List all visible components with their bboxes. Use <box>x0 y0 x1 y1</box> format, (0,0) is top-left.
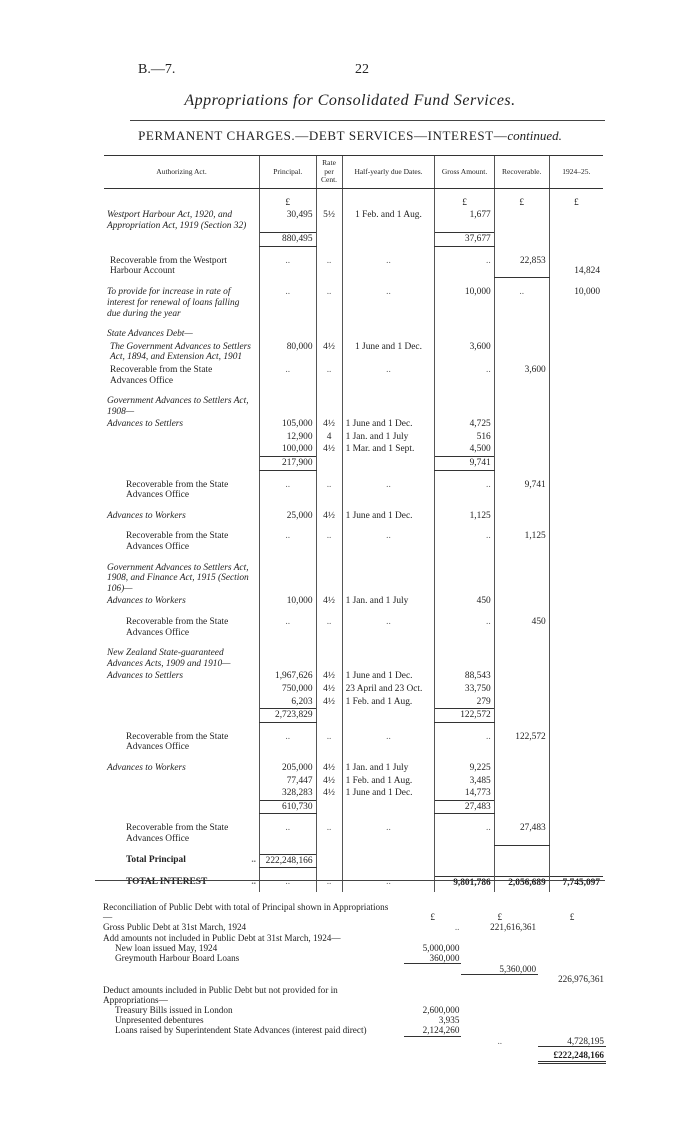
recoverable-label: Recoverable from the State Advances Office <box>110 364 213 386</box>
total-principal-value: 222,248,166 <box>260 854 317 868</box>
principal-cell: 105,000 <box>260 418 317 431</box>
table-row <box>104 364 603 387</box>
total-year: 7,745,097 <box>549 876 603 892</box>
recoverable-cell: 450 <box>494 616 549 639</box>
principal-cell: 205,000 <box>260 762 317 775</box>
rate-cell: 4 <box>316 431 342 444</box>
dates-cell: 1 Feb. and 1 Aug. <box>342 775 435 788</box>
table-row <box>104 443 603 456</box>
col-due-dates: Half-yearly due Dates. <box>342 156 435 189</box>
greymouth-label: Greymouth Harbour Board Loans <box>115 953 240 964</box>
principal-cell: 750,000 <box>260 683 317 696</box>
treasury-value: 2,600,000 <box>422 1005 460 1016</box>
dates-cell: 1 June and 1 Dec. <box>342 670 435 683</box>
table-row <box>104 431 603 444</box>
recoverable-cell: 3,600 <box>494 364 549 387</box>
rate-cell: 4½ <box>316 787 342 800</box>
principal-cell: 25,000 <box>260 510 317 523</box>
act-label: To provide for increase in rate of interest for renewal of loans falling due during the year <box>107 287 240 319</box>
subtotal-row <box>104 457 603 471</box>
table-row <box>101 974 606 984</box>
table-row <box>104 395 603 418</box>
loans-label: Loans raised by Superintendent State Advances (interest paid direct) <box>115 1025 367 1036</box>
table-row <box>101 1005 606 1015</box>
interest-table <box>104 155 603 892</box>
gross-cell: 9,225 <box>435 762 494 775</box>
sub-heading: Advances to Settlers <box>107 671 184 682</box>
dates-cell: 1 Feb. and 1 Aug. <box>342 209 435 232</box>
principal-cell: 77,447 <box>260 775 317 788</box>
gross-total: 9,741 <box>435 457 494 471</box>
table-row <box>104 787 603 800</box>
gross-debt-value: 221,616,361 <box>490 922 537 933</box>
sub-heading: Advances to Workers <box>107 596 186 607</box>
unit-label: £ <box>497 912 503 923</box>
gross-total: 122,572 <box>435 709 494 723</box>
principal-cell: 80,000 <box>260 341 317 364</box>
subtotal-row <box>104 709 603 723</box>
add-total: 5,360,000 <box>461 964 538 975</box>
table-row <box>104 775 603 788</box>
section-subtitle: PERMANENT CHARGES.—DEBT SERVICES—INTEREST—continued. <box>138 128 562 143</box>
sub-heading: Advances to Workers <box>107 762 186 773</box>
empty-marker: .. <box>316 876 342 892</box>
rate-cell: 5½ <box>316 209 342 232</box>
total-gross: 9,801,786 <box>435 876 494 892</box>
empty-marker: .. <box>342 364 435 387</box>
table-row <box>101 922 606 932</box>
table-row <box>101 985 606 1005</box>
unit-label: £ <box>569 912 575 923</box>
dates-cell: 1 Jan. and 1 July <box>342 762 435 775</box>
col-gross: Gross Amount. <box>435 156 494 189</box>
recoverable-label: Recoverable from the State Advances Office <box>126 823 229 844</box>
empty-marker: .. <box>435 822 494 845</box>
gross-cell: 33,750 <box>435 683 494 696</box>
empty-marker: .. <box>260 364 317 387</box>
empty-marker: .. <box>342 616 435 639</box>
gross-cell: 450 <box>435 595 494 608</box>
gross-cell: 1,677 <box>435 209 494 232</box>
recoverable-label: Recoverable from the Westport Harbour Account <box>110 255 227 277</box>
act-label: The Government Advances to Settlers Act, 1894, and Extension Act, 1901 <box>110 341 251 363</box>
rate-cell: 4½ <box>316 775 342 788</box>
table-row <box>104 562 603 596</box>
table-row <box>101 1025 606 1036</box>
act-label: New Zealand State-guaranteed Advances Acts, 1909 and 1910— <box>107 648 231 669</box>
table-row <box>104 762 603 775</box>
col-principal: Principal. <box>260 156 317 189</box>
recoverable-cell: 1,125 <box>494 530 549 553</box>
empty-marker: .. <box>494 286 549 320</box>
empty-marker: .. <box>435 364 494 387</box>
gross-cell: 4,500 <box>435 443 494 456</box>
principal-total: 217,900 <box>260 457 317 471</box>
reconciliation-heading: Reconciliation of Public Debt with total of Principal shown in Appropriations— <box>103 902 389 923</box>
debentures-value: 3,935 <box>438 1015 460 1026</box>
gross-total: 27,483 <box>435 800 494 814</box>
total-principal-label: Total Principal .. <box>126 855 256 865</box>
col-recoverable: Recoverable. <box>494 156 549 189</box>
table-row <box>101 964 606 975</box>
table-row <box>104 616 603 639</box>
empty-marker: .. <box>260 731 317 754</box>
grand-total: £222,248,166 <box>538 1047 606 1062</box>
rate-cell: 4½ <box>316 510 342 523</box>
table-row <box>104 670 603 683</box>
recoverable-label: Recoverable from the State Advances Office <box>126 531 229 553</box>
empty-marker: .. <box>260 530 317 553</box>
rate-cell: 4½ <box>316 595 342 608</box>
col-authorizing-act: Authorizing Act. <box>104 156 260 189</box>
rate-cell: 4½ <box>316 341 342 364</box>
deduct-label: Deduct amounts included in Public Debt but not provided for in Appropriations— <box>103 984 338 1005</box>
table-row <box>104 510 603 523</box>
gross-cell: 3,485 <box>435 775 494 788</box>
table-row <box>101 953 606 964</box>
dates-cell: 1 June and 1 Dec. <box>342 787 435 800</box>
table-row <box>104 328 603 341</box>
empty-marker: .. <box>260 616 317 639</box>
units-row <box>104 197 603 210</box>
recoverable-cell: 122,572 <box>494 731 549 754</box>
principal-total: 610,730 <box>260 800 317 814</box>
empty-marker: .. <box>316 731 342 754</box>
empty-marker: .. <box>342 731 435 754</box>
recoverable-cell: 9,741 <box>494 479 549 502</box>
unit-label: £ <box>494 197 549 210</box>
table-row <box>101 1036 606 1047</box>
empty-marker: .. <box>454 922 460 933</box>
principal-cell: 6,203 <box>260 696 317 709</box>
table-row <box>104 647 603 670</box>
empty-marker: .. <box>316 822 342 845</box>
empty-marker: .. <box>435 731 494 754</box>
table-row <box>101 1047 606 1062</box>
principal-cell: 1,967,626 <box>260 670 317 683</box>
add-label: Add amounts not included in Public Debt at 31st March, 1924— <box>103 932 341 943</box>
rate-cell: 4½ <box>316 683 342 696</box>
total-principal-row <box>104 854 603 868</box>
rate-cell: 4½ <box>316 443 342 456</box>
page-title: Appropriations for Consolidated Fund Services. <box>184 92 516 109</box>
recoverable-label: Recoverable from the State Advances Office <box>126 731 229 753</box>
rate-cell: 4½ <box>316 762 342 775</box>
principal-cell: 100,000 <box>260 443 317 456</box>
empty-marker: .. <box>316 616 342 639</box>
loans-value: 2,124,260 <box>404 1025 462 1036</box>
empty-marker: .. <box>260 255 317 278</box>
gross-cell: 4,725 <box>435 418 494 431</box>
recoverable-cell: 22,853 <box>494 255 549 278</box>
unit-label: £ <box>549 197 603 210</box>
recoverable-label: Recoverable from the State Advances Office <box>126 617 229 638</box>
empty-marker: .. <box>435 530 494 553</box>
empty-marker: .. <box>435 479 494 502</box>
new-loan-value: 5,000,000 <box>422 942 460 953</box>
subtotal-value: 226,976,361 <box>558 974 604 985</box>
empty-marker: .. <box>342 479 435 502</box>
section-heading: State Advances Debt— <box>107 329 193 340</box>
act-label: Westport Harbour Act, 1920, and Appropriation Act, 1919 (Section 32) <box>107 210 247 231</box>
table-row <box>101 902 606 922</box>
empty-marker: .. <box>260 479 317 502</box>
rate-cell: 4½ <box>316 670 342 683</box>
empty-marker: .. <box>260 822 317 845</box>
empty-marker: .. <box>342 822 435 845</box>
gross-debt-label: Gross Public Debt at 31st March, 1924 <box>103 922 247 933</box>
title-rule <box>130 120 605 121</box>
greymouth-value: 360,000 <box>404 953 462 964</box>
sub-heading: Advances to Workers <box>107 510 186 521</box>
empty-marker: .. <box>342 530 435 553</box>
empty-marker: .. <box>316 364 342 387</box>
treasury-label: Treasury Bills issued in London <box>115 1005 233 1016</box>
page-number: 22 <box>355 62 369 77</box>
total-interest-label: TOTAL INTEREST .. <box>126 877 256 888</box>
dates-cell: 1 June and 1 Dec. <box>342 510 435 523</box>
new-loan-label: New loan issued May, 1924 <box>115 942 218 953</box>
table-row <box>104 255 603 278</box>
table-header-row <box>104 156 603 189</box>
gross-total: 37,677 <box>435 233 494 247</box>
principal-cell: 30,495 <box>260 209 317 232</box>
year-cell: 14,824 <box>549 255 603 278</box>
table-row <box>101 943 606 953</box>
dates-cell: 1 Feb. and 1 Aug. <box>342 696 435 709</box>
unit-label: £ <box>435 197 494 210</box>
empty-marker: .. <box>316 530 342 553</box>
gross-cell: 14,773 <box>435 787 494 800</box>
empty-marker: .. <box>260 286 317 320</box>
section-heading: Government Advances to Settlers Act, 1908— <box>107 396 249 417</box>
table-row <box>104 418 603 431</box>
principal-cell: 328,283 <box>260 787 317 800</box>
subtotal-row <box>104 800 603 814</box>
empty-marker: .. <box>316 255 342 278</box>
gross-cell: 279 <box>435 696 494 709</box>
dates-cell: 1 June and 1 Dec. <box>342 418 435 431</box>
gross-cell: 1,125 <box>435 510 494 523</box>
col-year: 1924–25. <box>549 156 603 189</box>
empty-marker: .. <box>260 876 317 892</box>
principal-cell: 12,900 <box>260 431 317 444</box>
principal-total: 2,723,829 <box>260 709 317 723</box>
total-recoverable: 2,056,689 <box>494 876 549 892</box>
act-label: Government Advances to Settlers Act, 1908, and Finance Act, 1915 (Section 106)— <box>107 562 249 594</box>
empty-marker: .. <box>342 876 435 892</box>
subtotal-row <box>104 233 603 247</box>
principal-total: 880,495 <box>260 233 317 247</box>
rate-cell: 4½ <box>316 696 342 709</box>
empty-marker: .. <box>342 286 435 320</box>
table-row <box>104 530 603 553</box>
dates-cell: 1 Jan. and 1 July <box>342 431 435 444</box>
table-row <box>104 479 603 502</box>
table-row <box>104 209 603 232</box>
empty-marker: .. <box>435 616 494 639</box>
col-rate: Rate per Cent. <box>316 156 342 189</box>
empty-marker: .. <box>497 1036 503 1047</box>
table-row <box>104 696 603 709</box>
year-cell: 10,000 <box>549 286 603 320</box>
table-row <box>104 595 603 608</box>
debentures-label: Unpresented debentures <box>115 1015 204 1026</box>
recoverable-label: Recoverable from the State Advances Office <box>126 479 229 501</box>
dates-cell: 23 April and 23 Oct. <box>342 683 435 696</box>
empty-marker: .. <box>435 255 494 278</box>
table-row <box>104 683 603 696</box>
table-row <box>104 341 603 364</box>
dates-cell: 1 June and 1 Dec. <box>342 341 435 364</box>
empty-marker: .. <box>316 479 342 502</box>
table-row <box>101 933 606 943</box>
sub-heading: Advances to Settlers <box>107 419 184 430</box>
principal-cell: 10,000 <box>260 595 317 608</box>
gross-cell: 3,600 <box>435 341 494 364</box>
deduct-total: 4,728,195 <box>538 1036 606 1047</box>
table-row <box>104 822 603 845</box>
unit-label: £ <box>430 912 435 923</box>
unit-label: £ <box>260 197 317 210</box>
dates-cell: 1 Mar. and 1 Sept. <box>342 443 435 456</box>
empty-marker: .. <box>342 255 435 278</box>
gross-cell: 10,000 <box>435 286 494 320</box>
gross-cell: 516 <box>435 431 494 444</box>
section-rule <box>95 880 605 881</box>
rate-cell: 4½ <box>316 418 342 431</box>
recoverable-cell: 27,483 <box>494 822 549 845</box>
empty-marker: .. <box>316 286 342 320</box>
gross-cell: 88,543 <box>435 670 494 683</box>
dates-cell: 1 Jan. and 1 July <box>342 595 435 608</box>
table-row <box>101 1015 606 1025</box>
document-code: B.—7. <box>138 62 176 77</box>
total-interest-row <box>104 876 603 892</box>
table-row <box>104 731 603 754</box>
table-row <box>104 286 603 320</box>
reconciliation-table <box>101 902 606 1064</box>
